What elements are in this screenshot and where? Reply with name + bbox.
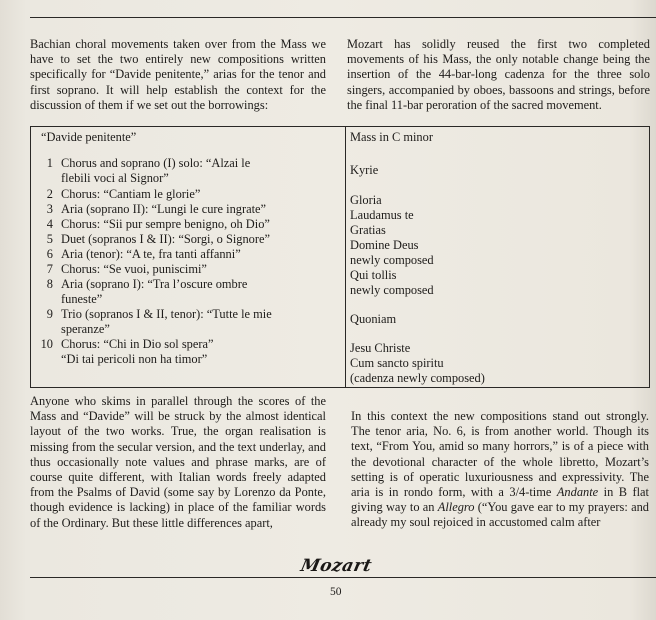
row-text: [61, 337, 341, 367]
row-line: Aria (soprano II): “Lungi le cure ingrate”: [61, 202, 267, 216]
intro-left-paragraph: Bachian choral movements taken over from the Mass we have to set the two entirely new compositions written specifically for “Davide penitente,” arias for the tenor and first soprano. It will help establish the context for the discussion of them if we set out the borrowings:: [30, 37, 326, 112]
mass-movement: Qui tollis: [350, 268, 397, 282]
body-right-text: in B flat giving way to an: [351, 485, 649, 515]
row-text: [61, 232, 341, 247]
mass-movement: Gloria: [350, 193, 382, 207]
body-right-column: [351, 409, 649, 531]
body-right-text: In this context the new compositions stand out strongly. The tenor aria, No. 6, is from another world. Though its text, “From You, amid so many horrors,” is of a piece with the devotional character of the whole libretto, Mozart’s setting is of operatic luxuriousness and expressivity. The aria is in rondo form, with a 3/4-time: [351, 409, 649, 500]
tempo-marking: Andante: [556, 485, 599, 500]
mass-movement: Laudamus te: [350, 208, 414, 222]
row-number: 3: [46, 202, 53, 216]
row-line: Chorus and soprano (I) solo: “Alzai le: [61, 156, 251, 170]
bottom-rule: [30, 577, 656, 578]
borrowings-table: [30, 126, 650, 388]
mozart-signature-logo: Mozart: [298, 556, 374, 576]
mass-movement: newly composed: [350, 253, 434, 267]
row-number: 9: [46, 307, 53, 321]
row-line: “Di tai pericoli non ha timor”: [61, 352, 208, 366]
row-line: Chorus: “Chi in Dio sol spera”: [61, 337, 214, 351]
mass-movement: Quoniam: [350, 312, 397, 326]
mass-header: Mass in C minor: [350, 130, 433, 144]
body-right-paragraph: [351, 409, 649, 531]
intro-left-column: [30, 37, 326, 113]
body-left-paragraph: Anyone who skims in parallel through the scores of the Mass and “Davide” will be struck by the almost identical layout of the two works. True, the organ realisation is missing from the secular version, and the text underlay, and thus occasionally note values and phrase marks, are of course quite different, with Italian words freely adapted from the Psalms of David (some say by Lorenzo da Ponte, though evidence is lacking) in place of the familiar words of the Ordinary. But these little differences apart,: [30, 394, 326, 530]
top-rule: [30, 17, 656, 18]
row-number: 5: [46, 232, 53, 246]
mass-movement: Kyrie: [350, 163, 379, 177]
row-number: 1: [46, 156, 53, 170]
davide-header: “Davide penitente”: [41, 130, 137, 144]
row-text: [61, 187, 341, 202]
row-line: Aria (soprano I): “Tra l’oscure ombre: [61, 277, 248, 291]
tempo-marking: Allegro: [437, 500, 475, 515]
mass-movement: Jesu Christe: [350, 341, 411, 355]
body-left-column: [30, 394, 326, 531]
table-divider: [345, 127, 346, 387]
row-text: [61, 307, 341, 337]
row-line: speranze”: [61, 322, 110, 336]
row-line: flebili voci al Signor”: [61, 171, 169, 185]
row-text: [61, 217, 341, 232]
row-number: 6: [46, 247, 53, 261]
row-text: [61, 202, 341, 217]
row-line: funeste”: [61, 292, 103, 306]
row-number: 7: [46, 262, 53, 276]
mass-movement: newly composed: [350, 283, 434, 297]
row-number: 4: [46, 217, 53, 231]
mass-movement: Gratias: [350, 223, 386, 237]
intro-right-column: [347, 37, 650, 113]
row-line: Duet (sopranos I & II): “Sorgi, o Signore”: [61, 232, 270, 246]
page-number: 50: [330, 586, 342, 598]
mass-movement: (cadenza newly composed): [350, 371, 485, 385]
row-line: Chorus: “Cantiam le glorie”: [61, 187, 201, 201]
row-text: [61, 262, 341, 277]
row-line: Aria (tenor): “A te, fra tanti affanni”: [61, 247, 241, 261]
row-line: Chorus: “Sii pur sempre benigno, oh Dio”: [61, 217, 270, 231]
row-line: Chorus: “Se vuoi, puniscimi”: [61, 262, 207, 276]
row-text: [61, 247, 341, 262]
body-right-text: (“You gave ear to my prayers: and already my soul rejoiced in accustomed calm after: [351, 500, 649, 530]
intro-right-paragraph: Mozart has solidly reused the first two completed movements of his Mass, the only notable change being the insertion of the 44-bar-long cadenza for the three solo singers, accompanied by oboes, bassoons and strings, before the final 11-bar peroration of the sacred movement.: [347, 37, 650, 112]
row-text: [61, 277, 341, 307]
row-text: [61, 156, 341, 186]
row-number: 2: [46, 187, 53, 201]
row-number: 10: [40, 337, 53, 351]
row-line: Trio (sopranos I & II, tenor): “Tutte le mie: [61, 307, 272, 321]
mass-movement: Cum sancto spiritu: [350, 356, 444, 370]
row-number: 8: [46, 277, 53, 291]
mass-movement: Domine Deus: [350, 238, 419, 252]
